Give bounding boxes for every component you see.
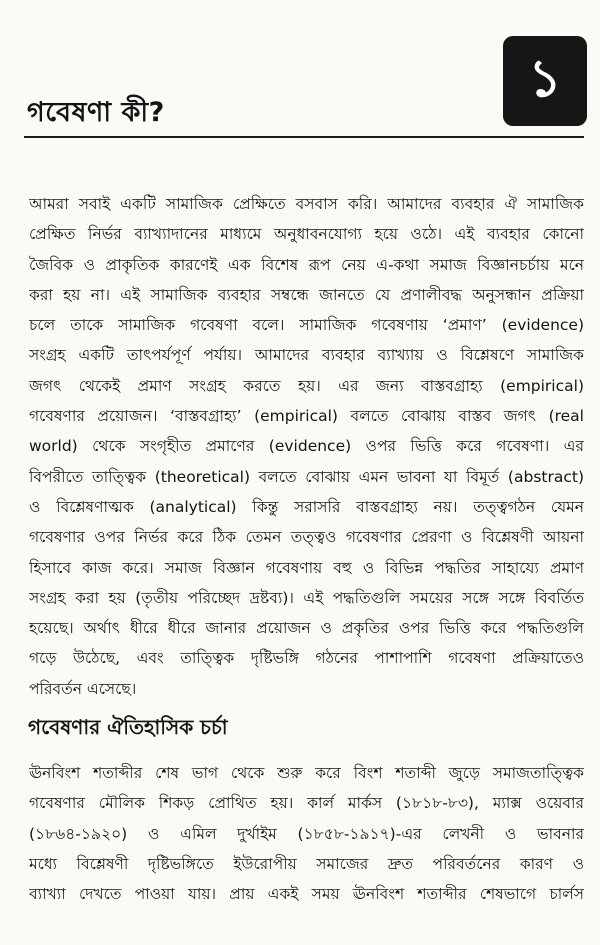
chapter-number: ১ [528, 47, 562, 109]
text-line: বিপরীতে তাত্ত্বিক (theoretical) বলতে বোঝায় এমন ভাবনা যা বিমূর্ত (abstract) [29, 467, 584, 486]
title-rule [24, 136, 584, 138]
text-line: প্রেক্ষিত নির্ভর ব্যাখ্যাদানের মাধ্যমে অনুধাবনযোগ্য হয়ে ওঠে। এই ব্যবহার কোনো [29, 225, 584, 244]
text-line: মধ্যে বিশ্লেষণী দৃষ্টিভঙ্গিতে ইউরোপীয় সমাজের দ্রুত পরিবর্তনের কারণ ও [29, 854, 584, 873]
text-line: গবেষণার প্রয়োজন। ‘বাস্তবগ্রাহ্য’ (empirical) বলতে বোঝায় বাস্তব জগৎ (real [29, 407, 584, 426]
text-line: জৈবিক ও প্রাকৃতিক কারণেই এক বিশেষ রূপ নেয় এ-কথা সমাজ বিজ্ঞানচর্চায় মনে [29, 255, 584, 274]
text-line: গবেষণার ওপর নির্ভর করে ঠিক তেমন তত্ত্বও গবেষণার প্রেরণা ও বিশ্লেষণী আয়না [29, 528, 584, 547]
text-line: ব্যাখ্যা দেখতে পাওয়া যায়। প্রায় একই সময় ঊনবিংশ শতাব্দীর শেষভাগে চার্লস [29, 885, 584, 904]
text-line: সংগ্রহ করা হয় (তৃতীয় পরিচ্ছেদ দ্রষ্টব্য)। এই পদ্ধতিগুলি সময়ের সঙ্গে সঙ্গে বিবর্তিত [29, 588, 584, 607]
text-line: চলে তাকে সামাজিক গবেষণা বলে। সামাজিক গবেষণায় ‘প্রমাণ’ (evidence) [29, 316, 584, 335]
intro-paragraph [29, 189, 584, 704]
text-line: পরিবর্তন এসেছে। [29, 679, 137, 698]
text-line: জগৎ থেকেই প্রমাণ সংগ্রহ করতে হয়। এর জন্য বাস্তবগ্রাহ্য (empirical) [29, 376, 584, 395]
text-line: হয়েছে। অর্থাৎ ধীরে ধীরে জানার প্রয়োজন ও প্রকৃতির ওপর ভিত্তি করে পদ্ধতিগুলি [29, 619, 584, 638]
text-line: করা হয় না। এই সামাজিক ব্যবহার সম্বন্ধে জানতে যে প্রণালীবদ্ধ অনুসন্ধান প্রক্রিয়া [29, 285, 584, 304]
history-paragraph [29, 758, 584, 909]
section-heading: গবেষণার ঐতিহাসিক চর্চা [28, 715, 228, 739]
text-line: (১৮৬৪-১৯২০) ও এমিল দুর্খাইম (১৮৫৮-১৯১৭)-এর লেখনী ও ভাবনার [29, 824, 584, 843]
text-line: world) থেকে সংগৃহীত প্রমাণের (evidence) ওপর ভিত্তি করে গবেষণা। এর [29, 437, 584, 456]
text-line: ও বিশ্লেষণাত্মক (analytical) কিন্তু সরাসরি বাস্তবগ্রাহ্য নয়। তত্ত্বগঠন যেমন [29, 497, 584, 516]
text-line: গড়ে উঠেছে, এবং তাত্ত্বিক দৃষ্টিভঙ্গি গঠনের পাশাপাশি গবেষণা প্রক্রিয়াতেও [29, 649, 584, 668]
text-line: হিসাবে কাজ করে। সমাজ বিজ্ঞান গবেষণায় বহু ও বিভিন্ন পদ্ধতির সাহায্যে প্রমাণ [29, 558, 584, 577]
text-line: ঊনবিংশ শতাব্দীর শেষ ভাগ থেকে শুরু করে বিংশ শতাব্দী জুড়ে সমাজতাত্ত্বিক [29, 764, 584, 782]
text-line: সংগ্রহ একটি তাৎপর্যপূর্ণ পর্যায়। আমাদের ব্যবহার ব্যাখ্যায় ও বিশ্লেষণে সামাজিক [29, 346, 584, 365]
chapter-title: গবেষণা কী? [27, 97, 165, 128]
text-line: আমরা সবাই একটি সামাজিক প্রেক্ষিতে বসবাস করি। আমাদের ব্যবহার ঐ সামাজিক [29, 195, 584, 213]
chapter-number-badge [503, 36, 587, 126]
text-line: গবেষণার মৌলিক শিকড় প্রোথিত হয়। কার্ল মার্কস (১৮১৮-৮৩), ম্যাক্স ওয়েবার [29, 794, 584, 813]
